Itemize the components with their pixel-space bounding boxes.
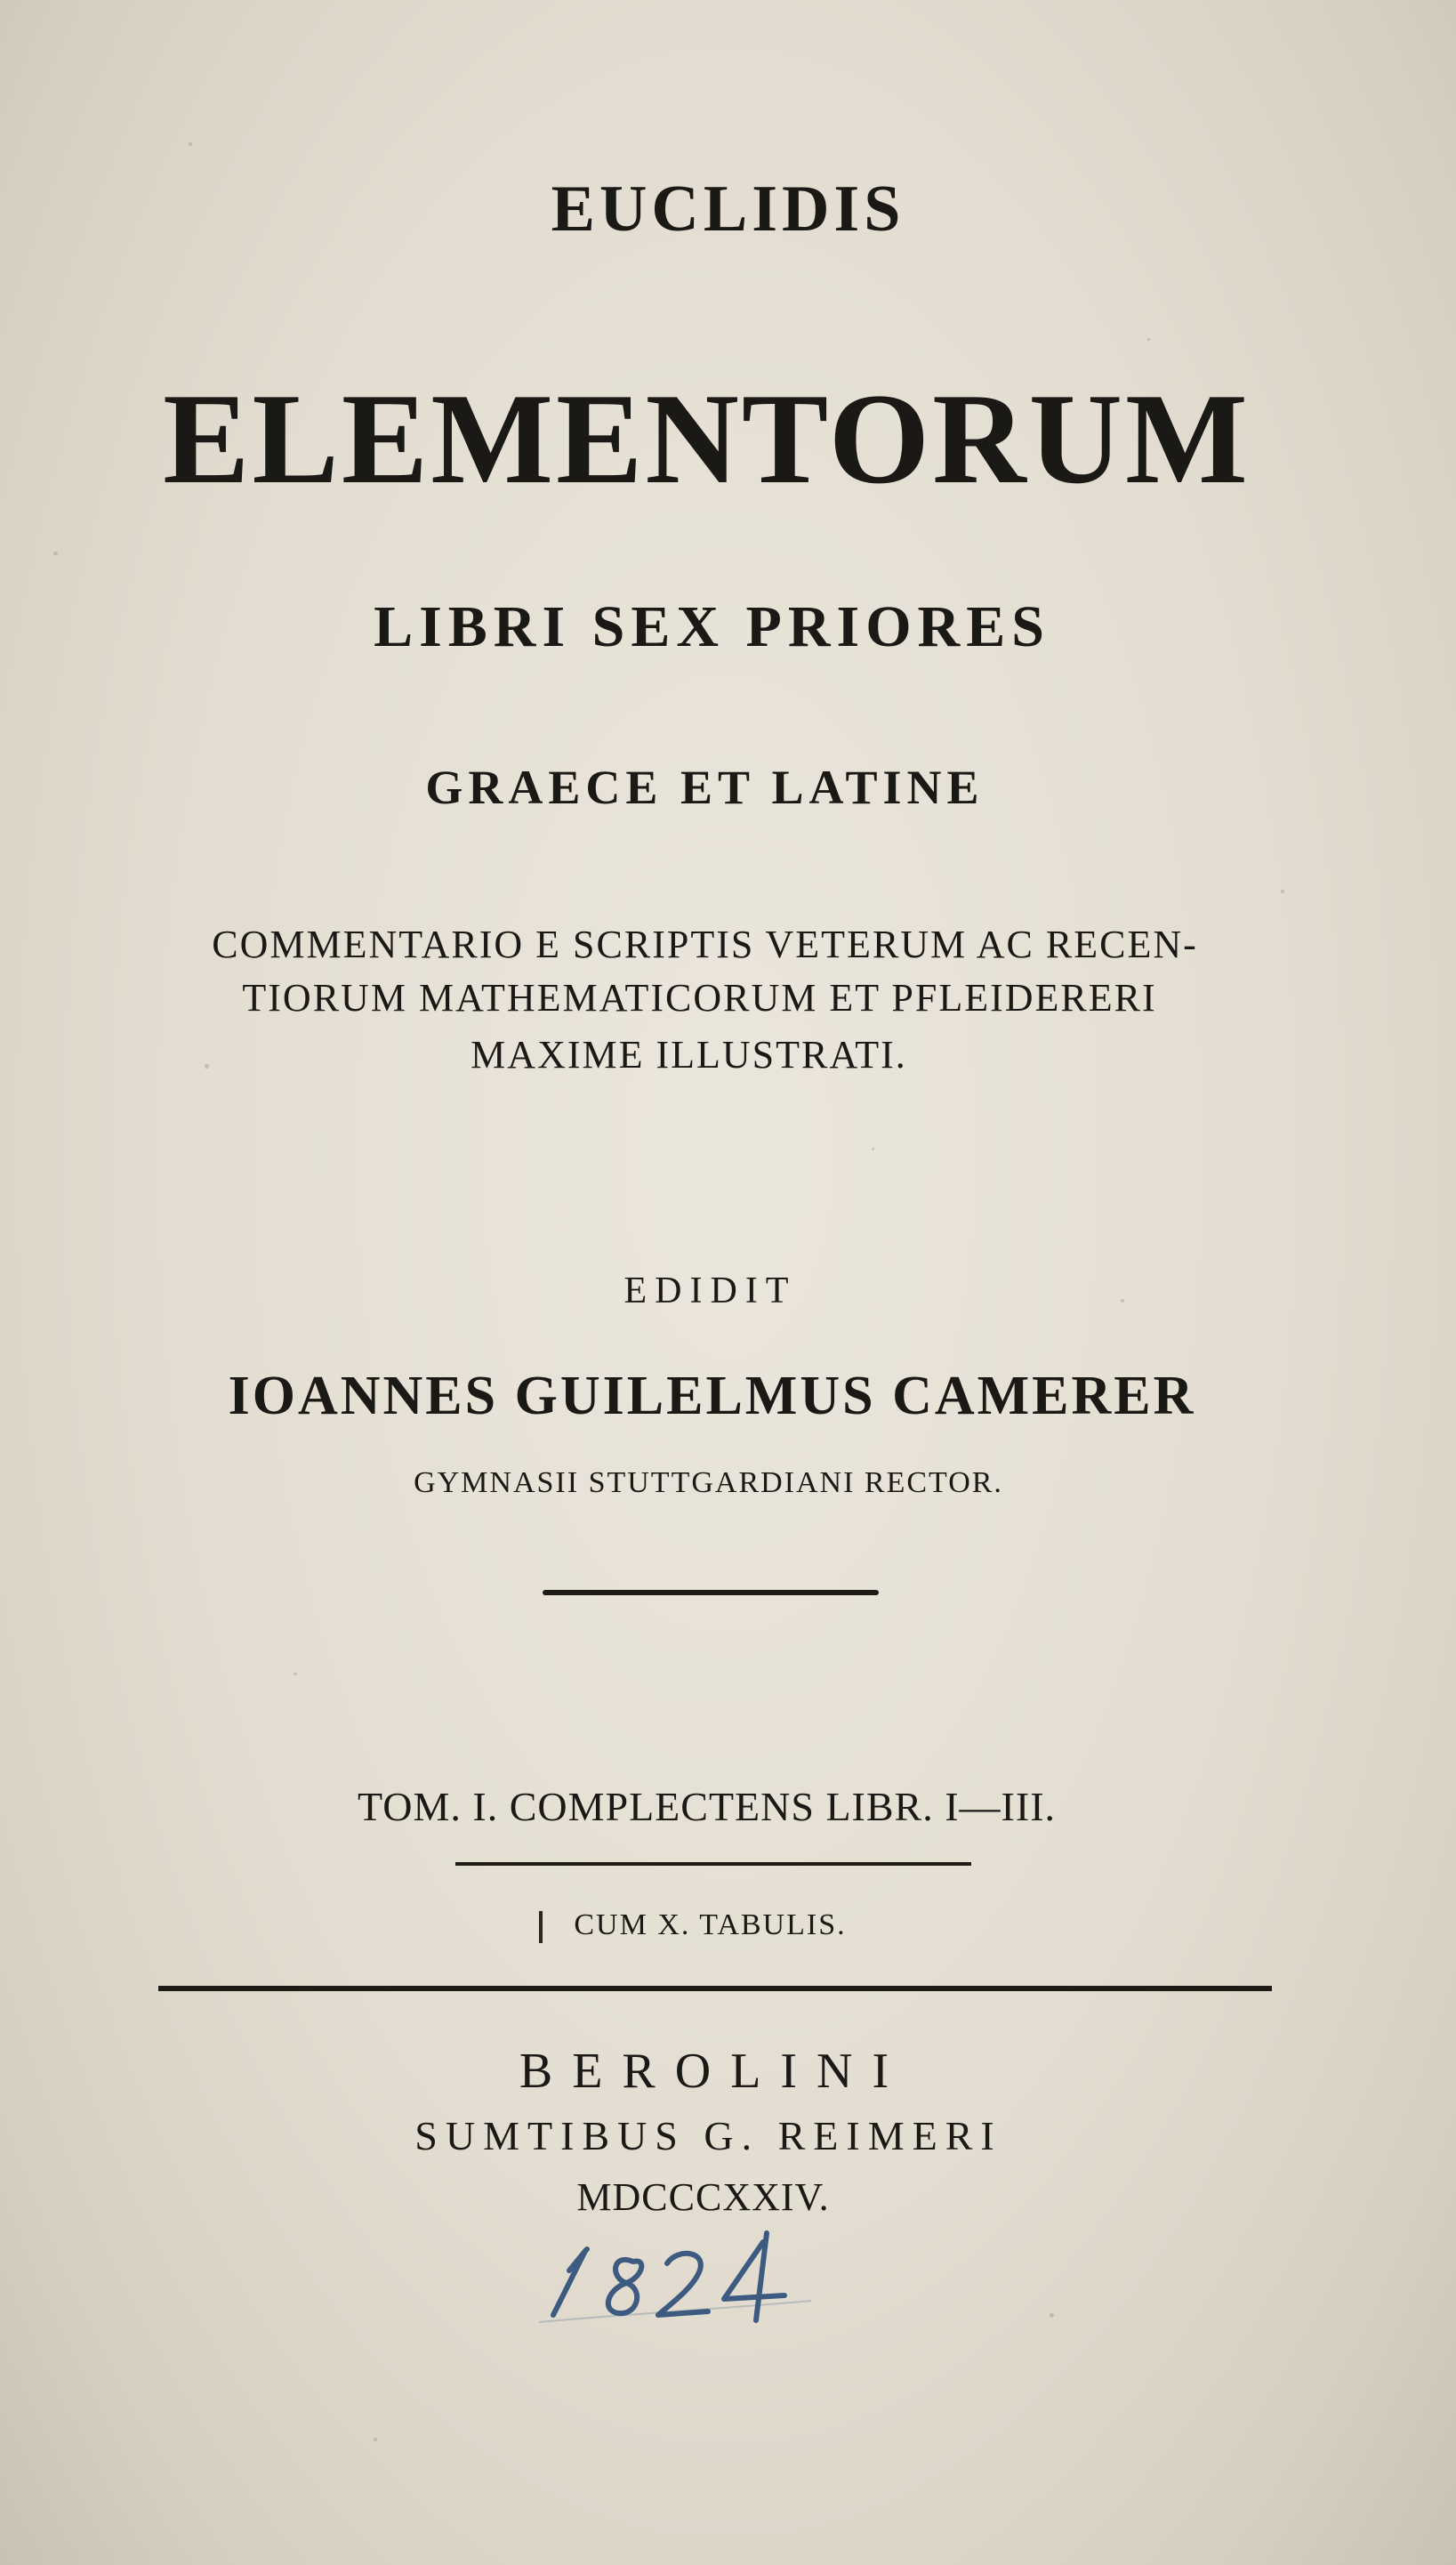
imprint-year: MDCCCXXIV. — [576, 2175, 830, 2219]
paper-speck — [1281, 890, 1284, 893]
paper-speck — [294, 1673, 297, 1675]
paper-speck — [374, 2438, 377, 2441]
imprint-city: BEROLINI — [519, 2044, 909, 2099]
paper-speck — [1147, 338, 1150, 341]
paper-speck — [1050, 2313, 1054, 2318]
imprint-rule — [158, 1986, 1272, 1991]
paper-speck — [53, 552, 58, 555]
commentary-line-3: MAXIME ILLUSTRATI. — [471, 1033, 907, 1077]
handwritten-year-annotation — [534, 2215, 818, 2331]
paper-speck — [872, 1148, 874, 1150]
edidit-label: EDIDIT — [623, 1270, 797, 1311]
imprint-publisher: SUMTIBUS G. REIMERI — [414, 2113, 1002, 2158]
author-name: EUCLIDIS — [551, 173, 905, 246]
plates-line: CUM X. TABULIS. — [574, 1908, 847, 1941]
paper-speck — [189, 142, 192, 146]
volume-line: TOM. I. COMPLECTENS LIBR. I—III. — [357, 1784, 1057, 1829]
short-rule — [455, 1862, 971, 1866]
languages-line: GRAECE ET LATINE — [425, 761, 985, 814]
editor-name: IOANNES GUILELMUS CAMERER — [228, 1366, 1196, 1426]
book-title: ELEMENTORUM — [163, 367, 1251, 511]
editor-title: GYMNASII STUTTGARDIANI RECTOR. — [414, 1466, 1003, 1499]
book-subtitle: LIBRI SEX PRIORES — [374, 594, 1050, 659]
ornamental-rule — [543, 1590, 879, 1595]
commentary-line-1: COMMENTARIO E SCRIPTIS VETERUM AC RECEN- — [212, 923, 1198, 966]
commentary-line-2: TIORUM MATHEMATICORUM ET PFLEIDERERI — [242, 976, 1157, 1020]
